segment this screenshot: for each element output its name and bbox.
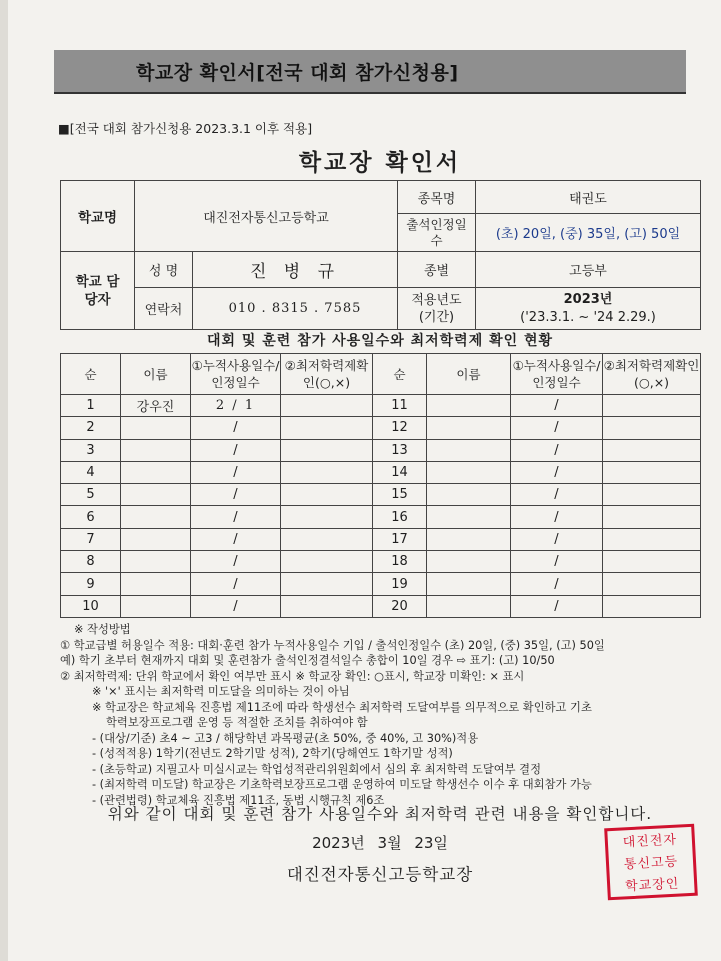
row-name-right (427, 395, 511, 417)
row-num-right: 12 (373, 417, 427, 439)
event-value: 태권도 (476, 181, 701, 214)
row-num-right: 13 (373, 439, 427, 461)
col-min: ②최저학력제확인(○,×) (281, 354, 373, 395)
row-name (121, 484, 191, 506)
row-min (281, 417, 373, 439)
row-min (281, 395, 373, 417)
row-days-right: / (511, 595, 603, 617)
method-line: - (성적적용) 1학기(전년도 2학기말 성적), 2학기(당해연도 1학기말 성적) (92, 747, 453, 760)
col-days-right: ①누적사용일수/인정일수 (511, 354, 603, 395)
row-num-right: 20 (373, 595, 427, 617)
col-name-right: 이름 (427, 354, 511, 395)
method-line: ② 최저학력제: 단위 학교에서 확인 여부만 표시 ※ 학교장 확인: ○표시, 학교장 미확인: × 표시 (60, 669, 525, 683)
attend-label: 출석인정일수 (398, 214, 476, 252)
row-name (121, 417, 191, 439)
row-num: 9 (61, 573, 121, 595)
table-row (61, 395, 701, 417)
row-min (281, 528, 373, 550)
row-days: / (191, 461, 281, 483)
row-name-right (427, 506, 511, 528)
row-name-right (427, 528, 511, 550)
type-label: 종별 (398, 252, 476, 288)
method-section (60, 622, 710, 808)
row-days-right: / (511, 573, 603, 595)
row-min-right (603, 439, 701, 461)
col-name: 이름 (121, 354, 191, 395)
row-num: 6 (61, 506, 121, 528)
row-num-right: 15 (373, 484, 427, 506)
header-banner (54, 50, 686, 94)
col-days: ①누적사용일수/인정일수 (191, 354, 281, 395)
row-num: 8 (61, 551, 121, 573)
row-num: 1 (61, 395, 121, 417)
row-days: / (191, 528, 281, 550)
row-num-right: 19 (373, 573, 427, 595)
official-seal: 대진전자 통신고등 학교장인 (604, 824, 698, 901)
row-min-right (603, 551, 701, 573)
row-min-right (603, 573, 701, 595)
row-name-right (427, 461, 511, 483)
row-num-right: 17 (373, 528, 427, 550)
year-label: 적용년도 (기간) (398, 288, 476, 330)
row-num-right: 16 (373, 506, 427, 528)
document-page (8, 0, 721, 961)
row-min-right (603, 417, 701, 439)
row-min (281, 573, 373, 595)
row-min-right (603, 506, 701, 528)
row-min (281, 484, 373, 506)
row-name-right (427, 439, 511, 461)
manager-label: 학교 담당자 (61, 252, 135, 330)
col-min-right: ②최저학력제확인(○,×) (603, 354, 701, 395)
col-num-right: 순 (373, 354, 427, 395)
attend-value: (초) 20일, (중) 35일, (고) 50일 (476, 214, 701, 252)
row-min-right (603, 461, 701, 483)
col-num: 순 (61, 354, 121, 395)
school-info-table (60, 180, 701, 330)
row-num: 3 (61, 439, 121, 461)
method-line: 학력보장프로그램 운영 등 적절한 조치를 취하여야 함 (106, 716, 368, 729)
table-row (61, 417, 701, 439)
school-name: 대진전자통신고등학교 (135, 181, 398, 252)
row-name-right (427, 551, 511, 573)
row-name: 강우진 (121, 395, 191, 417)
row-name (121, 573, 191, 595)
apply-note: ■[전국 대회 참가신청용 2023.3.1 이후 적용] (58, 121, 313, 136)
row-days-right: / (511, 506, 603, 528)
method-line: - (관련법령) 학교체육 진흥법 제11조, 동법 시행규칙 제6조 (92, 793, 385, 807)
method-line: - (최저학력 미도달) 학교장은 기초학력보장프로그램 운영하여 미도달 학생선수 이수 후 대회참가 가능 (92, 778, 592, 791)
row-min (281, 506, 373, 528)
row-name (121, 461, 191, 483)
row-days: / (191, 484, 281, 506)
page-title: 학교장 확인서 (298, 150, 462, 176)
row-num: 2 (61, 417, 121, 439)
table-row (61, 528, 701, 550)
row-name (121, 528, 191, 550)
row-num: 7 (61, 528, 121, 550)
row-name (121, 439, 191, 461)
row-name-right (427, 595, 511, 617)
row-num-right: 14 (373, 461, 427, 483)
row-min (281, 551, 373, 573)
type-value: 고등부 (476, 252, 701, 288)
manager-name: 진 병 규 (193, 252, 398, 288)
row-days: / (191, 417, 281, 439)
row-num-right: 18 (373, 551, 427, 573)
row-days-right: / (511, 528, 603, 550)
row-name (121, 551, 191, 573)
name-label: 성 명 (135, 252, 193, 288)
row-days-right: / (511, 417, 603, 439)
row-name (121, 595, 191, 617)
table-row (61, 551, 701, 573)
row-days-right: / (511, 395, 603, 417)
table-row (61, 484, 701, 506)
table-row (61, 573, 701, 595)
row-name (121, 506, 191, 528)
method-line: ※ 학교장은 학교체육 진흥법 제11조에 따라 학생선수 최저학력 도달여부를 의무적으로 확인하고 기초 (92, 700, 592, 714)
principal-signature: 대진전자통신고등학교장 (286, 865, 474, 884)
row-days-right: / (511, 484, 603, 506)
row-days: / (191, 551, 281, 573)
row-days: / (191, 573, 281, 595)
row-min-right (603, 484, 701, 506)
row-days-right: / (511, 461, 603, 483)
row-min-right (603, 528, 701, 550)
method-line: 예) 학기 초부터 현재까지 대회 및 훈련참가 출석인정결석일수 총합이 10일 경우 ⇨ 표기: (고) 10/50 (60, 654, 555, 667)
row-min (281, 461, 373, 483)
row-days: / (191, 506, 281, 528)
row-days-right: / (511, 551, 603, 573)
row-num-right: 11 (373, 395, 427, 417)
table-row (61, 439, 701, 461)
table-row (61, 595, 701, 617)
banner-title: 학교장 확인서[전국 대회 참가신청용] (136, 62, 459, 84)
row-min (281, 595, 373, 617)
row-name-right (427, 417, 511, 439)
year-value: 2023년 (563, 291, 613, 307)
row-num: 10 (61, 595, 121, 617)
year-period: ('23.3.1. ~ '24 2.29.) (520, 309, 656, 325)
row-min-right (603, 595, 701, 617)
issue-date: 2023년 3월 23일 (312, 834, 448, 852)
usage-table-title: 대회 및 훈련 참가 사용일수와 최저학력제 확인 현황 (206, 333, 554, 349)
row-name-right (427, 573, 511, 595)
method-heading: ※ 작성방법 (74, 623, 131, 636)
method-line: - (대상/기준) 초4 ~ 고3 / 해당학년 과목평균(초 50%, 중 40%, 고 30%)적용 (92, 731, 479, 745)
year-cell (476, 288, 701, 330)
method-line: ① 학교급별 허용일수 적용: 대회·훈련 참가 누적사용일수 기입 / 출석인정일수 (초) 20일, (중) 35일, (고) 50일 (60, 638, 605, 652)
confirm-statement: 위와 같이 대회 및 훈련 참가 사용일수와 최저학력 관련 내용을 확인합니다. (107, 805, 653, 823)
row-days-right: / (511, 439, 603, 461)
table-row (61, 461, 701, 483)
event-label: 종목명 (398, 181, 476, 214)
row-name-right (427, 484, 511, 506)
row-num: 5 (61, 484, 121, 506)
school-label: 학교명 (61, 181, 135, 252)
table-row (61, 506, 701, 528)
row-days: / (191, 595, 281, 617)
row-num: 4 (61, 461, 121, 483)
row-days: 2 / 1 (191, 395, 281, 417)
row-days: / (191, 439, 281, 461)
usage-table (60, 353, 701, 618)
row-min (281, 439, 373, 461)
contact-value: 010 . 8315 . 7585 (193, 288, 398, 330)
method-line: ※ '×' 표시는 최저학력 미도달을 의미하는 것이 아님 (92, 685, 350, 698)
row-min-right (603, 395, 701, 417)
contact-label: 연락처 (135, 288, 193, 330)
method-line: - (초등학교) 지필고사 미실시교는 학업성적관리위원회에서 심의 후 최저학력 도달여부 결정 (92, 762, 541, 776)
